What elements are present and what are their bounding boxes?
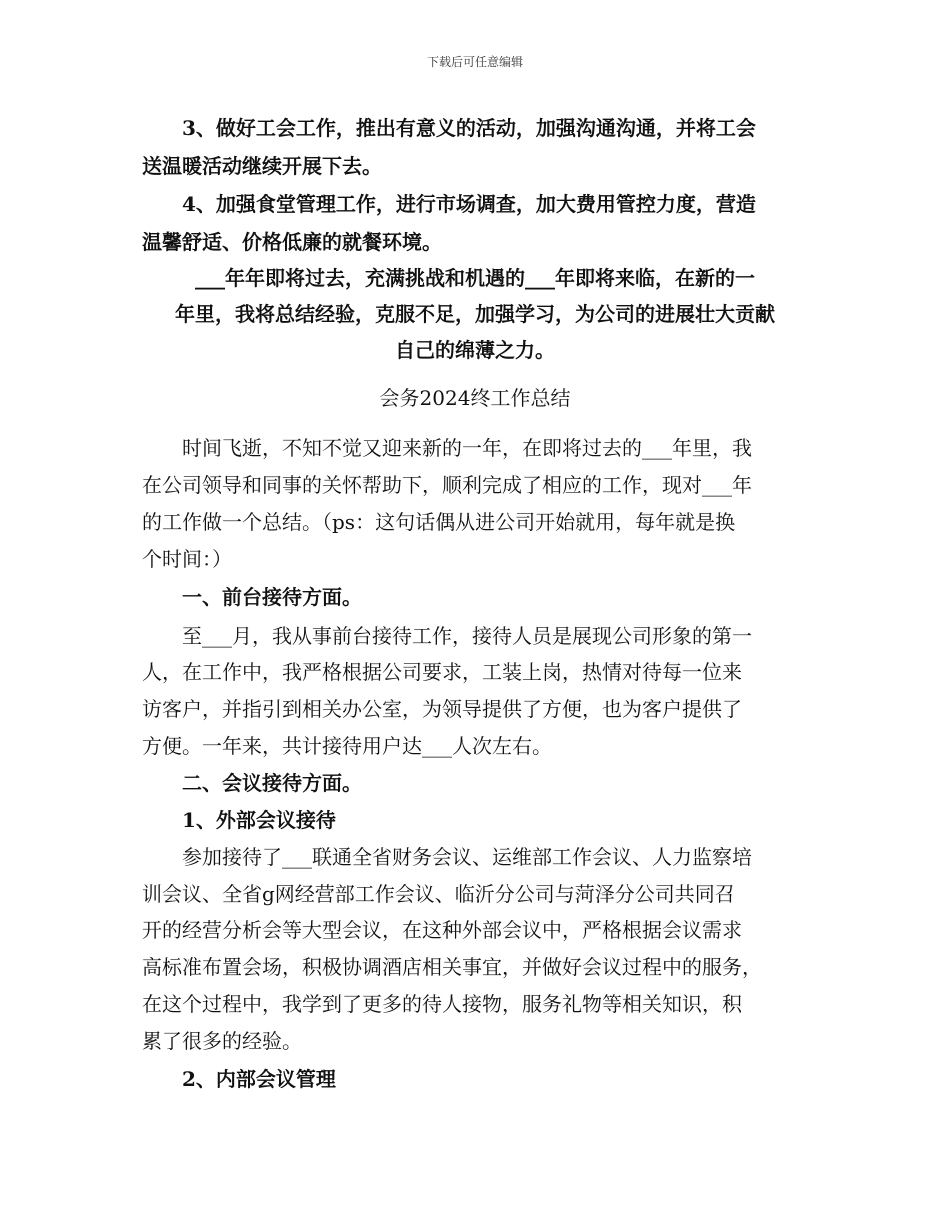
paragraph-line: 在这个过程中，我学到了更多的待人接物，服务礼物等相关知识，积 — [142, 992, 742, 1016]
paragraph-line: 参加接待了___联通全省财务会议、运维部工作会议、人力监察培 — [142, 845, 752, 869]
heading-line: 一、前台接待方面。 — [142, 585, 362, 609]
heading-line: 2、内部会议管理 — [142, 1067, 336, 1091]
page-header: 下载后可任意编辑 — [426, 55, 523, 69]
closing-line: ___年年即将过去，充满挑战和机遇的___年即将来临，在新的一 — [195, 266, 755, 290]
paragraph-line: 方便。一年来，共计接待用户达___人次左右。 — [142, 734, 552, 758]
paragraph-line: 在公司领导和同事的关怀帮助下，顺利完成了相应的工作，现对___年 — [142, 473, 752, 497]
paragraph-line: 至___月，我从事前台接待工作，接待人员是展现公司形象的第一 — [142, 624, 752, 648]
closing-line: 年里，我将总结经验，克服不足，加强学习，为公司的进展壮大贡献 — [175, 302, 775, 326]
paragraph-line: 温馨舒适、价格低廉的就餐环境。 — [142, 230, 442, 254]
paragraph-line: 时间飞逝，不知不觉又迎来新的一年，在即将过去的___年里，我 — [142, 436, 752, 460]
paragraph-line: 累了很多的经验。 — [142, 1029, 302, 1053]
paragraph-line: 人，在工作中，我严格根据公司要求，工装上岗，热情对待每一位来 — [142, 660, 742, 684]
paragraph-line: 访客户，并指引到相关办公室，为领导提供了方便，也为客户提供了 — [142, 697, 742, 721]
heading-line: 二、会议接待方面。 — [142, 771, 362, 795]
heading-line: 1、外部会议接待 — [142, 808, 336, 832]
paragraph-line: 送温暖活动继续开展下去。 — [142, 154, 382, 178]
section-title: 会务2024终工作总结 — [379, 386, 571, 410]
paragraph-line: 训会议、全省g网经营部工作会议、临沂分公司与菏泽分公司共同召 — [142, 882, 735, 906]
paragraph-line: 3、做好工会工作，推出有意义的活动，加强沟通沟通，并将工会 — [142, 116, 756, 140]
closing-line: 自己的绵薄之力。 — [395, 338, 555, 362]
paragraph-line: 开的经营分析会等大型会议，在这种外部会议中，严格根据会议需求 — [142, 918, 742, 942]
paragraph-line: 个时间：） — [142, 547, 232, 571]
paragraph-line: 高标准布置会场，积极协调酒店相关事宜，并做好会议过程中的服务， — [142, 955, 762, 979]
paragraph-line: 的工作做一个总结。（ps：这句话偶从进公司开始就用，每年就是换 — [142, 510, 736, 534]
paragraph-line: 4、加强食堂管理工作，进行市场调查，加大费用管控力度，营造 — [142, 192, 756, 216]
